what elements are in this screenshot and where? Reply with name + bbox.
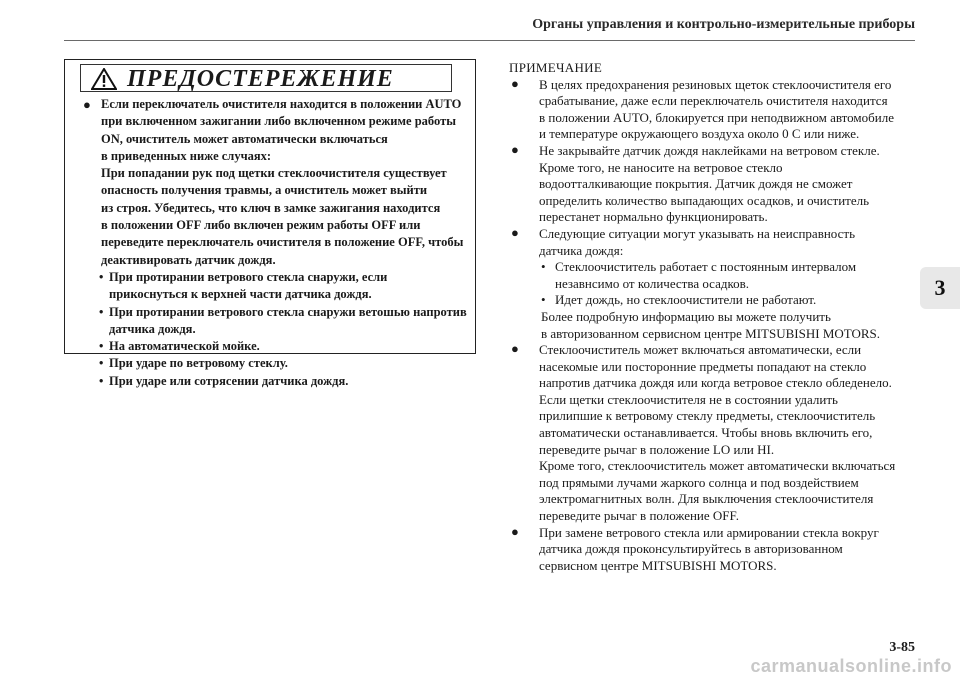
warning-main-item (83, 96, 471, 269)
note-item (509, 77, 919, 143)
dot-icon: • (541, 292, 546, 308)
warning-sub-line: При ударе по ветровому стеклу. (109, 356, 288, 371)
note-line: электромагнитных волн. Для выключения стеклоочистителя (539, 491, 874, 507)
warning-sub-line: На автоматической мойке. (109, 339, 260, 354)
note-line: В целях предохранения резиновых щеток стеклоочистителя его (539, 76, 892, 92)
header-rule (64, 40, 915, 41)
warning-sub-line: датчика дождя. (109, 321, 196, 336)
dot-icon: • (541, 259, 546, 275)
warning-line: при включенном зажигании либо включенном режиме работы (101, 114, 456, 129)
note-line: сервисном центре MITSUBISHI MOTORS. (539, 557, 777, 573)
bullet-icon: ● (83, 97, 91, 112)
chapter-tab[interactable]: 3 (920, 267, 960, 309)
warning-title: ПРЕДОСТЕРЕЖЕНИЕ (127, 66, 394, 92)
note-line: прилипшие к ветровому стеклу предметы, стеклоочиститель (539, 408, 876, 424)
note-line: переведите рычаг в положение OFF. (539, 508, 739, 524)
note-line: Если щетки стеклоочистителя не в состоянии удалить (539, 391, 838, 407)
warning-sub-item (83, 373, 471, 390)
warning-triangle-icon (91, 68, 117, 90)
note-line: в авторизованном сервисном центре MITSUBISHI MOTORS. (541, 325, 881, 341)
note-line: Кроме того, стеклоочиститель может автоматически включаться (539, 458, 896, 474)
note-line: напротив датчика дождя или когда ветровое стекло обледенело. (539, 375, 892, 391)
warning-sub-line: При ударе или сотрясении датчика дождя. (109, 373, 349, 388)
note-line: автоматически останавливается. Чтобы вновь включить его, (539, 425, 873, 441)
note-line: водоотталкивающие покрытия. Датчик дождя не сможет (539, 176, 853, 192)
running-header: Органы управления и контрольно-измерительные приборы (532, 17, 915, 32)
dot-icon: • (99, 373, 104, 388)
note-sub-line: Стеклоочиститель работает с постоянным интервалом (555, 259, 857, 275)
note-line: Стеклоочиститель может включаться автоматически, если (539, 342, 862, 358)
note-line: переведите рычаг в положение LO или HI. (539, 441, 775, 457)
warning-line: в положении OFF либо включен режим работы OFF или (101, 218, 421, 233)
warning-body (83, 96, 471, 390)
note-line: датчика дождя: (539, 242, 624, 258)
dot-icon: • (99, 339, 104, 354)
warning-line: деактивировать датчик дождя. (101, 252, 276, 267)
note-line: Не закрывайте датчик дождя наклейками на ветровом стекле. (539, 142, 880, 158)
note-line: Более подробную информацию вы можете получить (541, 308, 831, 324)
note-section (509, 60, 919, 574)
warning-line: опасность получения травмы, а очиститель может выйти (101, 183, 428, 198)
note-line: срабатывание, даже если переключатель очистителя находится (539, 93, 888, 109)
note-sub-item (509, 292, 919, 309)
warning-sub-line: При протирании ветрового стекла снаружи ветошью напротив (109, 304, 467, 319)
warning-sub-line: прикоснуться к верхней части датчика дождя. (109, 287, 372, 302)
note-line: под прямыми лучами жаркого солнца и под воздействием (539, 474, 859, 490)
warning-box (64, 59, 476, 388)
dot-icon: • (99, 304, 104, 319)
warning-sub-item (83, 269, 471, 304)
page-number: 3-85 (889, 640, 915, 655)
dot-icon: • (99, 269, 104, 284)
note-sub-line: незавнсимо от количества осадков. (555, 275, 750, 291)
bullet-icon: ● (511, 523, 519, 539)
watermark: carmanualsonline.info (750, 656, 952, 676)
note-item (509, 143, 919, 226)
warning-sub-item (83, 355, 471, 372)
note-line: перестанет нормально функционировать. (539, 209, 768, 225)
note-sub-item (509, 259, 919, 292)
note-item (509, 525, 919, 575)
warning-sub-item (83, 304, 471, 339)
warning-line: Если переключатель очистителя находится в положении AUTO (101, 97, 462, 111)
note-line: датчика дождя проконсультируйтесь в авторизованном (539, 541, 843, 557)
note-line: Кроме того, не наносите на ветровое стекло (539, 159, 783, 175)
note-title: ПРИМЕЧАНИЕ (509, 60, 603, 75)
warning-sub-item (83, 338, 471, 355)
warning-line: в приведенных ниже случаях: (101, 148, 272, 163)
warning-line: При попадании рук под щетки стеклоочистителя существует (101, 166, 447, 181)
warning-title-box (80, 64, 452, 92)
note-line: При замене ветрового стекла или армировании стекла вокруг (539, 524, 879, 540)
note-line: Следующие ситуации могут указывать на неисправность (539, 225, 855, 241)
warning-line: из строя. Убедитесь, что ключ в замке зажигания находится (101, 200, 441, 215)
note-item (509, 342, 919, 525)
bullet-icon: ● (511, 341, 519, 357)
note-item (509, 226, 919, 259)
note-line: и температуре окружающего воздуха около 0 С или ниже. (539, 126, 860, 142)
warning-line: переведите переключатель очистителя в положение OFF, чтобы (101, 235, 464, 250)
note-line: в положении AUTO, блокируется при неподвижном автомобиле (539, 109, 894, 125)
dot-icon: • (99, 356, 104, 371)
note-item-tail (509, 309, 919, 342)
warning-sub-line: При протирании ветрового стекла снаружи, если (109, 269, 388, 284)
note-sub-line: Идет дождь, но стеклоочистители не работают. (555, 292, 817, 308)
bullet-icon: ● (511, 224, 519, 240)
note-line: определить количество выпадающих осадков, и очиститель (539, 192, 870, 208)
warning-line: ON, очиститель может автоматически включаться (101, 131, 388, 146)
note-line: насекомые или посторонние предметы попадают на стекло (539, 358, 867, 374)
bullet-icon: ● (511, 75, 519, 91)
bullet-icon: ● (511, 141, 519, 157)
